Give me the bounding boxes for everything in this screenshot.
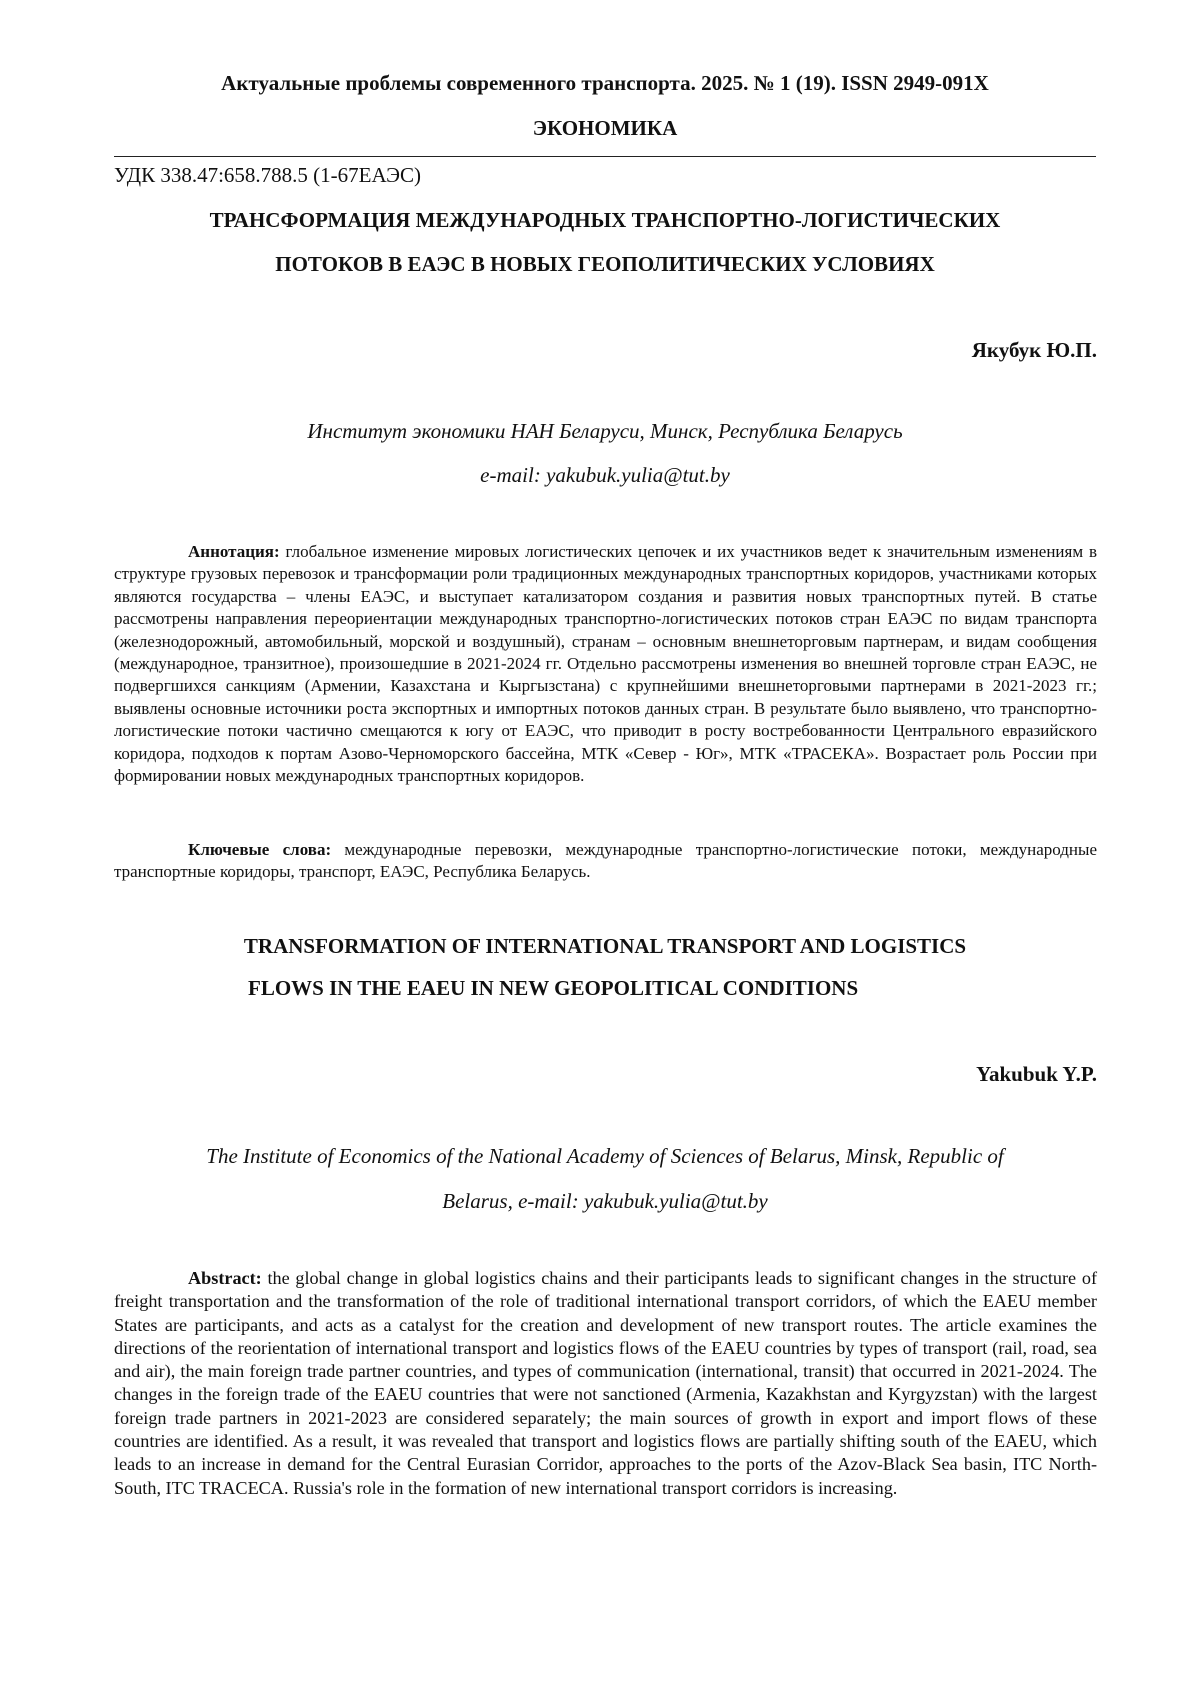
abstract-ru-label: Аннотация: <box>188 542 280 561</box>
section-heading: ЭКОНОМИКА <box>532 116 678 140</box>
abstract-en-text: the global change in global logistics chains and their participants leads to significant changes in the structure of freight transportation and the transformation of the role of traditional international transport corridors, of which the EAEU member States are participants, and acts as a catalyst for the creation and development of new transport routes. The article examines the directions of the reorientation of international transport and logistics flows of the EAEU countries by types of transport (rail, road, sea and air), the main foreign trade partner countries, and types of communication (international, transit) that occurred in 2021-2024. The changes in the foreign trade of the EAEU countries that were not sanctioned (Armenia, Kazakhstan and Kyrgyzstan) with the largest foreign trade partners in 2021-2023 are considered separately; the main sources of growth in export and import flows of these countries are identified. As a result, it was revealed that transport and logistics flows are partially shifting south of the EAEU, which leads to an increase in demand for the Central Eurasian Corridor, approaches to the ports of the Azov-Black Sea basin, ITC North-South, ITC TRACECA. Russia's role in the formation of new international transport corridors is increasing. <box>114 1268 1097 1498</box>
keywords-ru <box>114 839 1097 884</box>
author-en: Yakubuk Y.P. <box>976 1062 1097 1086</box>
title-en-line-1: TRANSFORMATION OF INTERNATIONAL TRANSPORT AND LOGISTICS <box>243 934 967 958</box>
title-ru-line-2: ПОТОКОВ В ЕАЭС В НОВЫХ ГЕОПОЛИТИЧЕСКИХ УСЛОВИЯХ <box>275 252 935 276</box>
udc-code: УДК 338.47:658.788.5 (1-67ЕАЭС) <box>114 163 421 187</box>
email-ru: e-mail: yakubuk.yulia@tut.by <box>480 463 730 487</box>
title-ru-line-1: ТРАНСФОРМАЦИЯ МЕЖДУНАРОДНЫХ ТРАНСПОРТНО-ЛОГИСТИЧЕСКИХ <box>209 208 1001 232</box>
header-divider <box>114 156 1096 157</box>
affiliation-ru: Институт экономики НАН Беларуси, Минск, Республика Беларусь <box>307 419 903 443</box>
keywords-ru-text: международные перевозки, международные транспортно-логистические потоки, международные транспортные коридоры, транспорт, ЕАЭС, Республика Беларусь. <box>114 840 1097 882</box>
abstract-en-label: Abstract: <box>188 1268 262 1288</box>
abstract-ru <box>114 541 1097 787</box>
keywords-ru-label: Ключевые слова: <box>188 840 332 859</box>
title-en-line-2: FLOWS IN THE EAEU IN NEW GEOPOLITICAL CONDITIONS <box>248 976 859 1000</box>
journal-header: Актуальные проблемы современного транспорта. 2025. № 1 (19). ISSN 2949-091X <box>221 71 989 95</box>
abstract-ru-text: глобальное изменение мировых логистических цепочек и их участников ведет к значительным изменениям в структуре грузовых перевозок и трансформации роли традиционных международных транспортных коридоров, участниками которых являются государства – члены ЕАЭС, и выступает катализатором создания и развития новых транспортных путей. В статье рассмотрены направления переориентации международных транспортно-логистических потоков стран ЕАЭС по видам транспорта (железнодорожный, автомобильный, морской и воздушный), странам – основным внешнеторговым партнерам, и видам сообщения (международное, транзитное), произошедшие в 2021-2024 гг. Отдельно рассмотрены изменения во внешней торговле стран ЕАЭС, не подвергшихся санкциям (Армении, Казахстана и Кыргызстана) с крупнейшими внешнеторговыми партнерами в 2021-2023 гг.; выявлены основные источники роста экспортных и импортных потоков данных стран. В результате было выявлено, что транспортно-логистические потоки частично смещаются к югу от ЕАЭС, что приводит в росту востребованности Центрального евразийского коридора, подходов к портам Азово-Черноморского бассейна, МТК «Север - Юг», МТК «ТРАСЕКА». Возрастает роль России при формировании новых международных транспортных коридоров. <box>114 542 1097 786</box>
author-ru: Якубук Ю.П. <box>971 338 1097 362</box>
affiliation-en-line-1: The Institute of Economics of the National Academy of Sciences of Belarus, Minsk, Republic of <box>206 1144 1004 1168</box>
abstract-en <box>114 1267 1097 1500</box>
affiliation-en-line-2: Belarus, e-mail: yakubuk.yulia@tut.by <box>442 1189 768 1213</box>
